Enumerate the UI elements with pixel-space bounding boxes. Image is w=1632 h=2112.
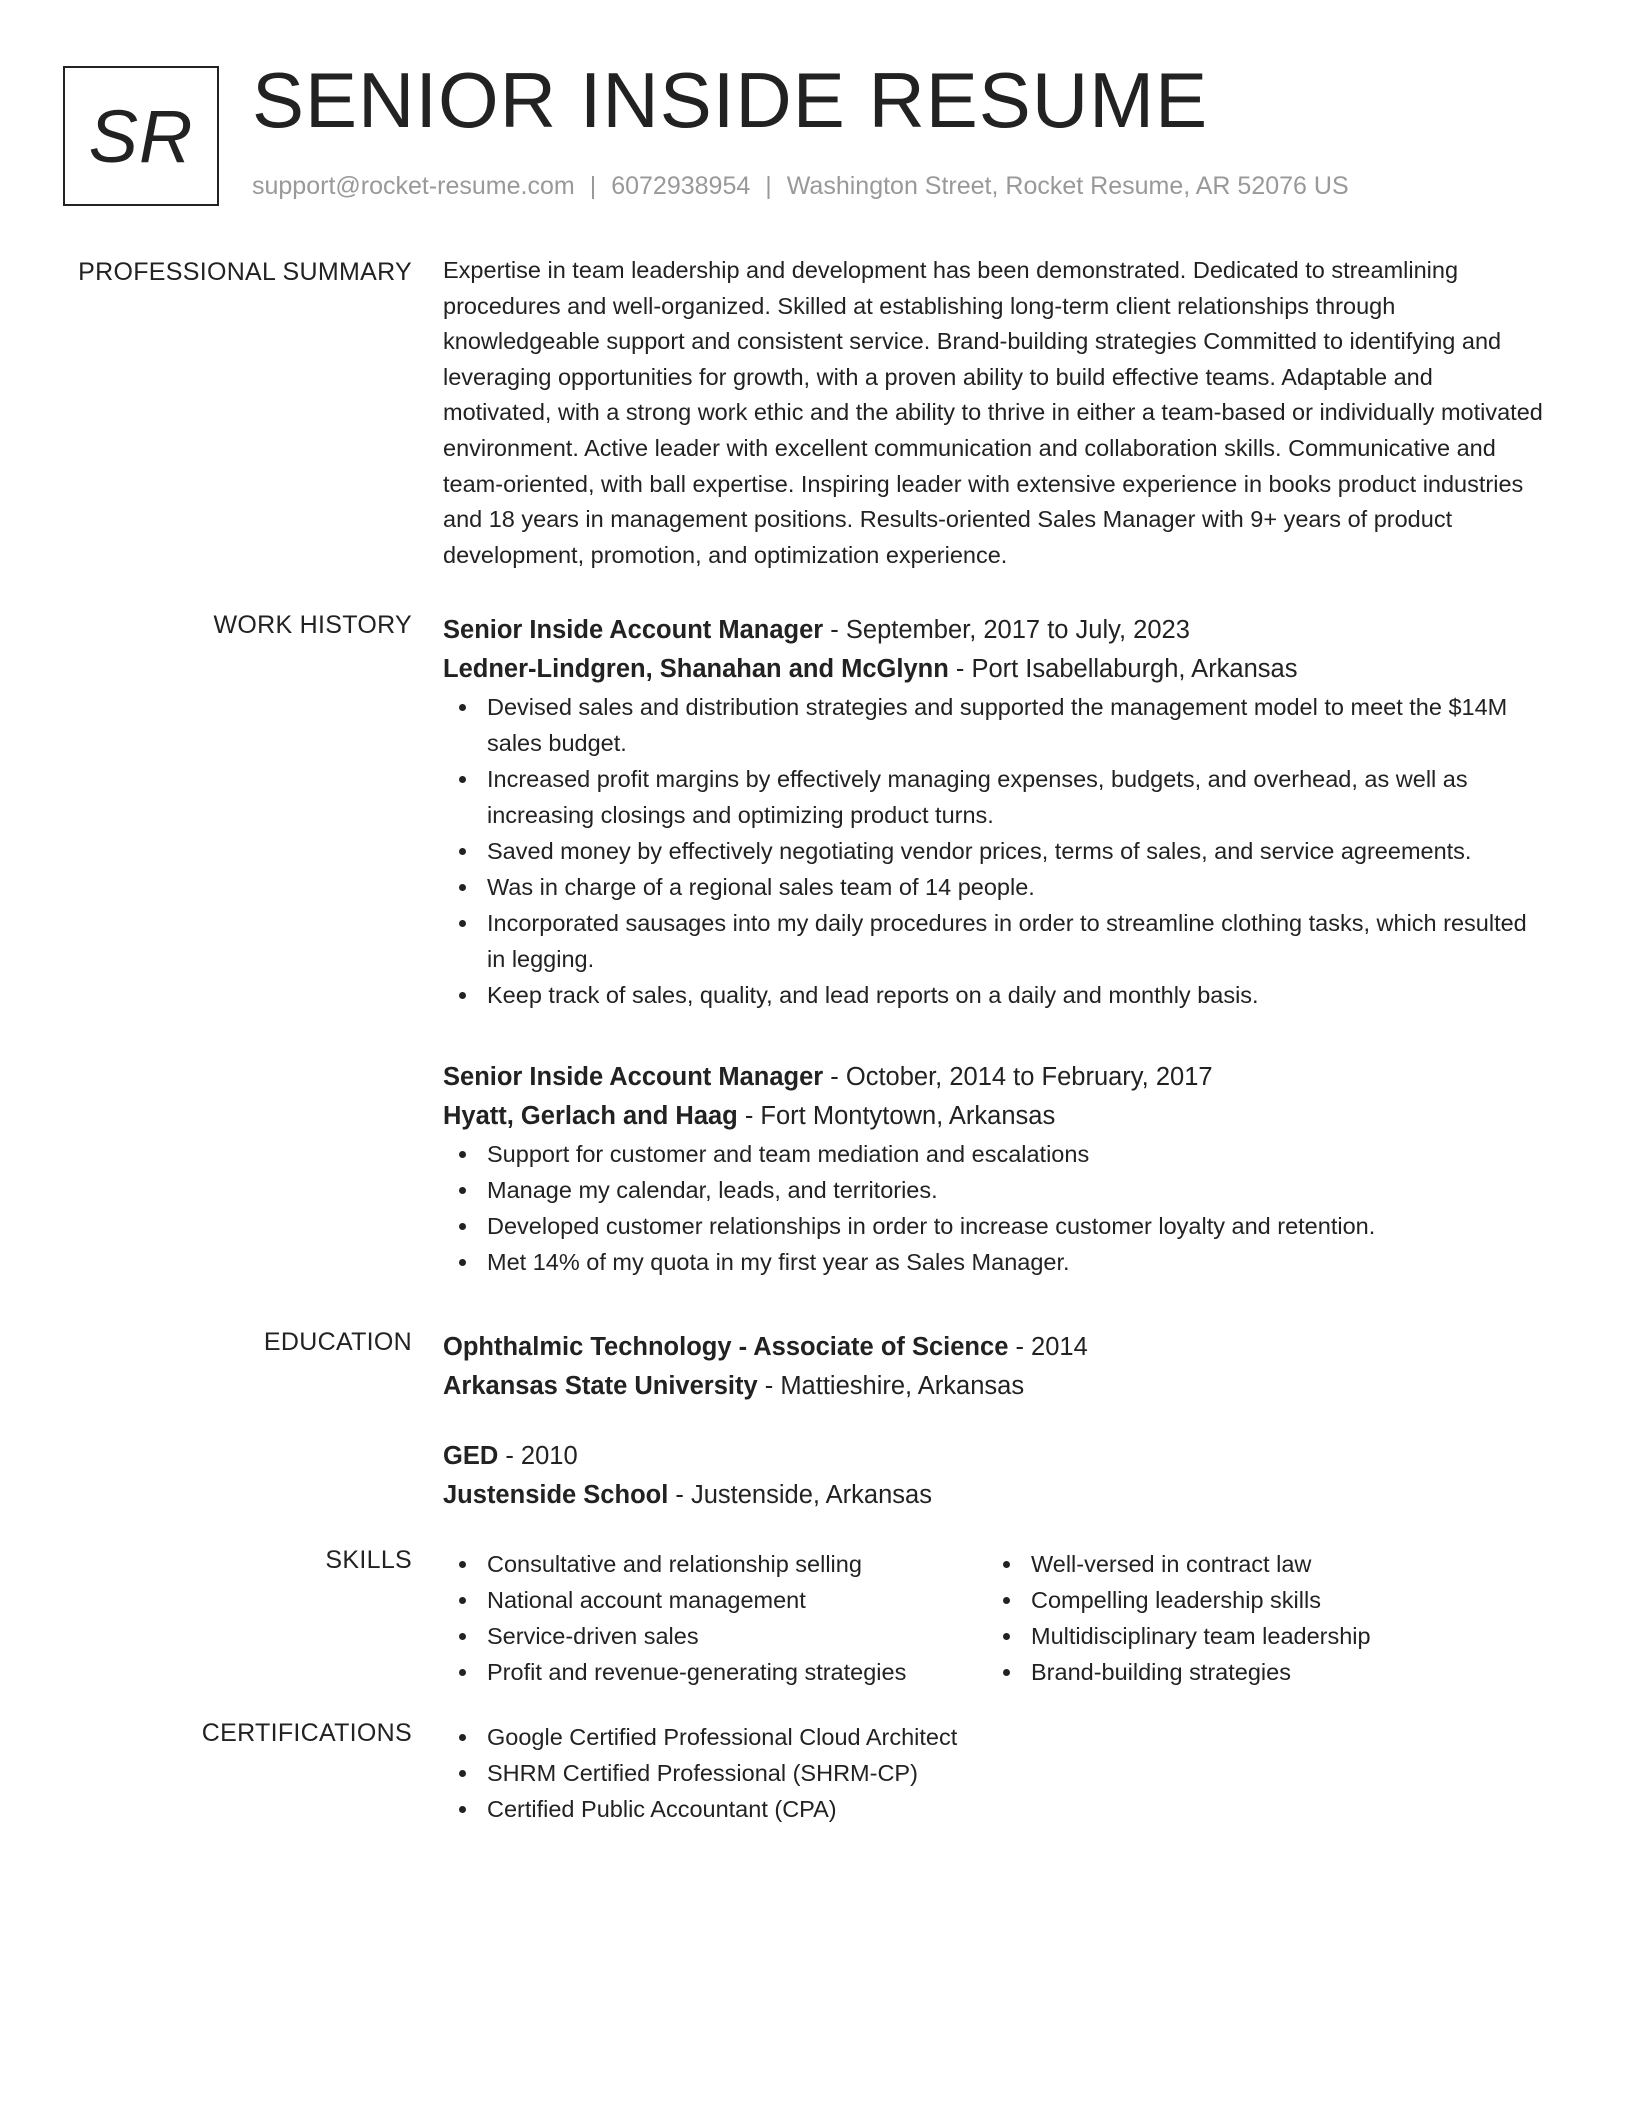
job-bullet: Met 14% of my quota in my first year as Sales Manager.: [443, 1244, 1543, 1280]
job-dates: - October, 2014 to February, 2017: [823, 1063, 1213, 1091]
skill-item: National account management: [443, 1582, 983, 1618]
job-title: Senior Inside Account Manager: [443, 1063, 824, 1091]
contact-phone[interactable]: 6072938954: [611, 172, 751, 200]
education-degree: GED: [443, 1442, 499, 1470]
contact-separator: |: [765, 172, 772, 200]
contact-line: [252, 172, 1349, 201]
job-company-line: [443, 650, 1543, 689]
job-company-line: [443, 1097, 1543, 1136]
contact-separator: |: [589, 172, 597, 200]
skill-item: Profit and revenue-generating strategies: [443, 1654, 983, 1690]
job-bullet: Saved money by effectively negotiating vendor prices, terms of sales, and service agreements.: [443, 833, 1543, 869]
certifications-list: [443, 1719, 1543, 1827]
skill-item: Compelling leadership skills: [987, 1582, 1527, 1618]
job-title: Senior Inside Account Manager: [443, 616, 824, 644]
skill-item: Service-driven sales: [443, 1618, 983, 1654]
job-bullet: Was in charge of a regional sales team of 14 people.: [443, 869, 1543, 905]
certification-item: SHRM Certified Professional (SHRM-CP): [443, 1755, 1543, 1791]
skill-item: Multidisciplinary team leadership: [987, 1618, 1527, 1654]
education-school-line: [443, 1476, 1543, 1515]
skills-list-right: [987, 1546, 1527, 1690]
education-entry: [443, 1437, 1543, 1515]
certification-item: Certified Public Accountant (CPA): [443, 1791, 1543, 1827]
job-bullet: Keep track of sales, quality, and lead reports on a daily and monthly basis.: [443, 977, 1543, 1013]
skill-item: Well-versed in contract law: [987, 1546, 1527, 1582]
job-dates: - September, 2017 to July, 2023: [823, 616, 1190, 644]
job-title-line: [443, 611, 1543, 650]
section-heading-work-history: WORK HISTORY: [213, 611, 412, 639]
education-degree-line: [443, 1437, 1543, 1476]
education-location: - Mattieshire, Arkansas: [757, 1372, 1025, 1400]
job-bullet: Increased profit margins by effectively managing expenses, budgets, and overhead, as well as increasing closings and optimizing product turns.: [443, 761, 1543, 833]
job-bullet: Manage my calendar, leads, and territories.: [443, 1172, 1543, 1208]
education-entry: [443, 1328, 1543, 1406]
certifications-body: [443, 1719, 1543, 1827]
contact-address: Washington Street, Rocket Resume, AR 52076 US: [786, 172, 1349, 200]
section-heading-education: EDUCATION: [263, 1328, 412, 1356]
section-heading-summary: PROFESSIONAL SUMMARY: [78, 258, 412, 286]
monogram-badge: SR: [63, 66, 219, 206]
skill-item: Brand-building strategies: [987, 1654, 1527, 1690]
job-bullet-list: [443, 1136, 1543, 1280]
job-title-line: [443, 1058, 1543, 1097]
section-heading-certifications: CERTIFICATIONS: [201, 1719, 412, 1747]
education-location: - Justenside, Arkansas: [668, 1481, 932, 1509]
job-location: - Port Isabellaburgh, Arkansas: [948, 655, 1298, 683]
skills-list-left: [443, 1546, 983, 1690]
education-school: Arkansas State University: [443, 1372, 758, 1400]
job-bullet: Developed customer relationships in order to increase customer loyalty and retention.: [443, 1208, 1543, 1244]
job-bullet: Support for customer and team mediation and escalations: [443, 1136, 1543, 1172]
contact-email[interactable]: support@rocket-resume.com: [252, 172, 575, 200]
job-bullet: Incorporated sausages into my daily procedures in order to streamline clothing tasks, which resulted in legging.: [443, 905, 1543, 977]
education-degree-line: [443, 1328, 1543, 1367]
summary-body: [443, 258, 1543, 573]
job-entry: [443, 611, 1543, 1013]
job-company: Ledner-Lindgren, Shanahan and McGlynn: [443, 655, 949, 683]
resume-name: SENIOR INSIDE RESUME: [252, 56, 1209, 144]
skill-item: Consultative and relationship selling: [443, 1546, 983, 1582]
section-heading-skills: SKILLS: [325, 1546, 412, 1574]
education-year: - 2010: [498, 1442, 578, 1470]
education-school-line: [443, 1367, 1543, 1406]
certification-item: Google Certified Professional Cloud Architect: [443, 1719, 1543, 1755]
job-company: Hyatt, Gerlach and Haag: [443, 1102, 738, 1130]
education-year: - 2014: [1008, 1333, 1088, 1361]
education-degree: Ophthalmic Technology - Associate of Science: [443, 1333, 1009, 1361]
job-location: - Fort Montytown, Arkansas: [737, 1102, 1056, 1130]
education-school: Justenside School: [443, 1481, 669, 1509]
job-bullet-list: [443, 689, 1543, 1013]
job-bullet: Devised sales and distribution strategies and supported the management model to meet the $14M sales budget.: [443, 689, 1543, 761]
job-entry: [443, 1058, 1543, 1280]
summary-text: Expertise in team leadership and development has been demonstrated. Dedicated to streamlining procedures and well-organized. Skilled at establishing long-term client relationships through knowledgeable support and consistent service. Brand-building strategies Committed to identifying and leveraging opportunities for growth, with a proven ability to build effective teams. Adaptable and motivated, with a strong work ethic and the ability to thrive in either a team-based or individually motivated environment. Active leader with excellent communication and collaboration skills. Communicative and team-oriented, with ball expertise. Inspiring leader with extensive experience in books product industries and 18 years in management positions. Results-oriented Sales Manager with 9+ years of product development, promotion, and optimization experience.: [443, 257, 1543, 568]
